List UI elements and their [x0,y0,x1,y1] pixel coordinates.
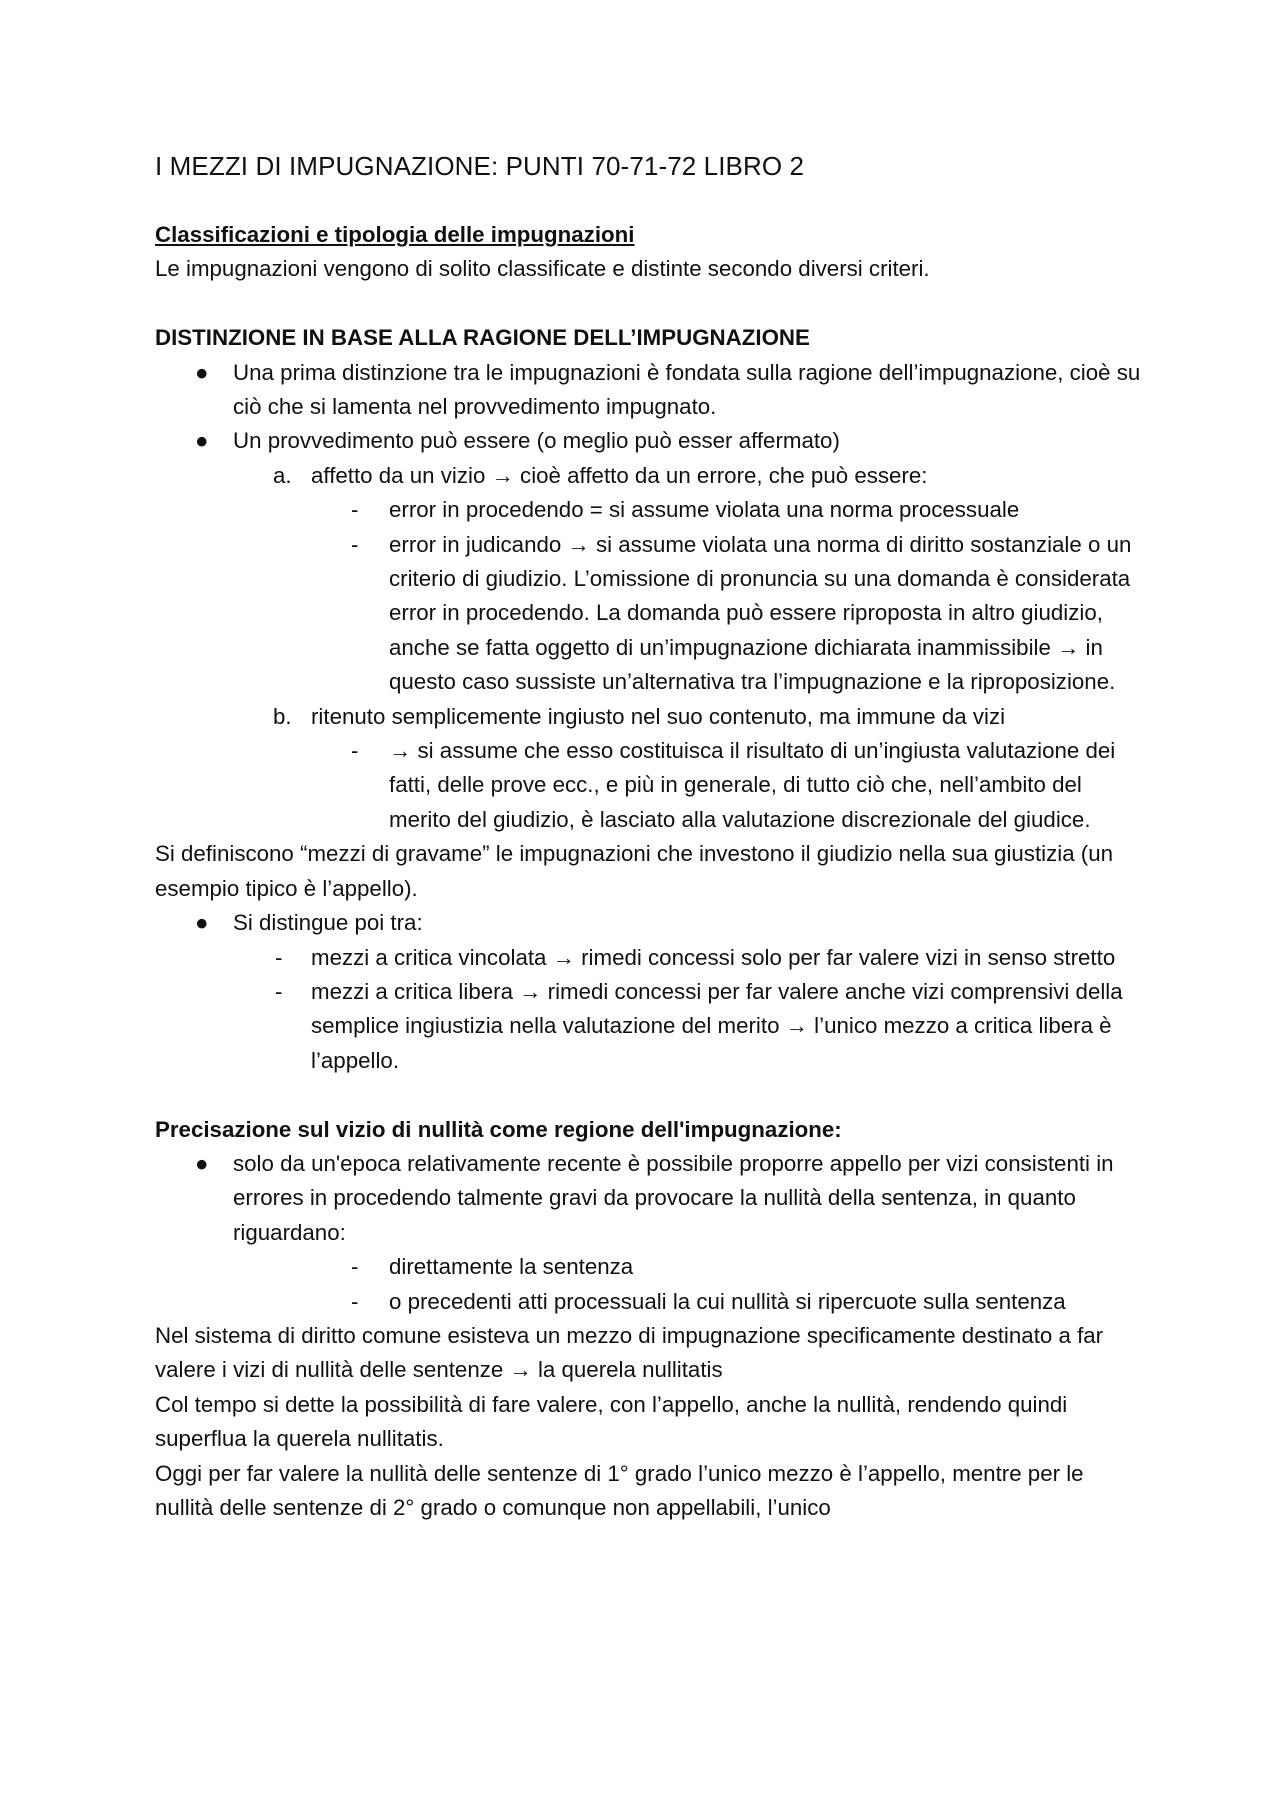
section-heading-distinzione: DISTINZIONE IN BASE ALLA RAGIONE DELL’IMPUGNAZIONE [155,325,810,351]
gravame-paragraph: Si definiscono “mezzi di gravame” le impugnazioni che investono il giudizio nella sua giustizia (un esempio tipico è l’appello). [155,841,1114,901]
intro-paragraph: Le impugnazioni vengono di solito classificate e distinte secondo diversi criteri. [155,256,930,282]
dash-marker: - [351,738,359,764]
bullet-text: Un provvedimento può essere (o meglio può esser affermato) [233,428,840,454]
dash-item [155,975,1145,1078]
dash-item [155,1285,1145,1319]
dash-text: o precedenti atti processuali la cui nullità si ripercuote sulla sentenza [389,1288,1066,1314]
paragraph-querela: Nel sistema di diritto comune esisteva un mezzo di impugnazione specificamente destinato a far valere i vizi di nullità delle sentenze → la querela nullitatis [155,1322,1104,1383]
dash-text: direttamente la sentenza [389,1254,634,1280]
bullet-marker: ● [195,1150,209,1176]
list-item-b [155,700,1145,734]
document-page [155,150,1145,1525]
dash-marker: - [275,978,283,1004]
section-heading-classificazioni: Classificazioni e tipologia delle impugnazioni [155,222,635,247]
dash-item [155,1250,1145,1284]
bullet-marker: ● [195,428,209,454]
spacer [155,287,1145,321]
dash-text: → si assume che esso costituisca il risultato di un’ingiusta valutazione dei fatti, delle prove ecc., e più in generale, di tutto ciò che, nell’ambito del merito del giudizio, è lasciato alla valutazione discrezionale del giudice. [389,738,1116,832]
bullet-item [155,906,1145,940]
paragraph-oggi: Oggi per far valere la nullità delle sentenze di 1° grado l’unico mezzo è l’appello, mentre per le nullità delle sentenze di 2° grado o comunque non appellabili, l’unico [155,1460,1084,1520]
bullet-item [155,1147,1145,1250]
list-item-a [155,459,1145,493]
bullet-item [155,424,1145,458]
bullet-text: solo da un'epoca relativamente recente è possibile proporre appello per vizi consistenti in errores in procedendo talmente gravi da provocare la nullità della sentenza, in quanto riguardano: [233,1150,1114,1245]
dash-marker: - [275,944,283,970]
bullet-marker: ● [195,910,209,936]
bullet-text: Una prima distinzione tra le impugnazioni è fondata sulla ragione dell’impugnazione, cioè su ciò che si lamenta nel provvedimento impugnato. [233,359,1141,420]
list-text: ritenuto semplicemente ingiusto nel suo contenuto, ma immune da vizi [311,703,1006,729]
dash-item [155,734,1145,837]
dash-marker: - [351,531,359,557]
dash-text: mezzi a critica vincolata → rimedi concessi solo per far valere vizi in senso stretto [311,944,1116,970]
dash-item [155,528,1145,700]
list-text: affetto da un vizio → cioè affetto da un errore, che può essere: [311,462,928,488]
dash-text: mezzi a critica libera → rimedi concessi per far valere anche vizi comprensivi della semplice ingiustizia nella valutazione del merito → l’unico mezzo a critica libera è l’appello. [311,978,1123,1073]
dash-text: error in procedendo = si assume violata una norma processuale [389,497,1020,523]
bullet-marker: ● [195,359,209,385]
dash-text: error in judicando → si assume violata una norma di diritto sostanziale o un criterio di giudizio. L’omissione di pronuncia su una domanda è considerata error in procedendo. La domanda può essere riproposta in altro giudizio, anche se fatta oggetto di un’impugnazione dichiarata inammissibile → in questo caso sussiste un’alternativa tra l’impugnazione e la riproposizione. [389,531,1132,695]
paragraph-col-tempo: Col tempo si dette la possibilità di fare valere, con l’appello, anche la nullità, rendendo quindi superflua la querela nullitatis. [155,1391,1068,1452]
dash-marker: - [351,1288,359,1314]
dash-marker: - [351,1254,359,1280]
document-title: I MEZZI DI IMPUGNAZIONE: PUNTI 70-71-72 LIBRO 2 [155,151,805,181]
list-marker: b. [273,703,292,729]
bullet-item [155,356,1145,425]
dash-item [155,941,1145,975]
section-heading-precisazione: Precisazione sul vizio di nullità come regione dell'impugnazione: [155,1116,842,1142]
dash-item [155,493,1145,527]
spacer [155,1078,1145,1112]
bullet-text: Si distingue poi tra: [233,910,423,936]
list-marker: a. [273,462,292,488]
dash-marker: - [351,497,359,523]
